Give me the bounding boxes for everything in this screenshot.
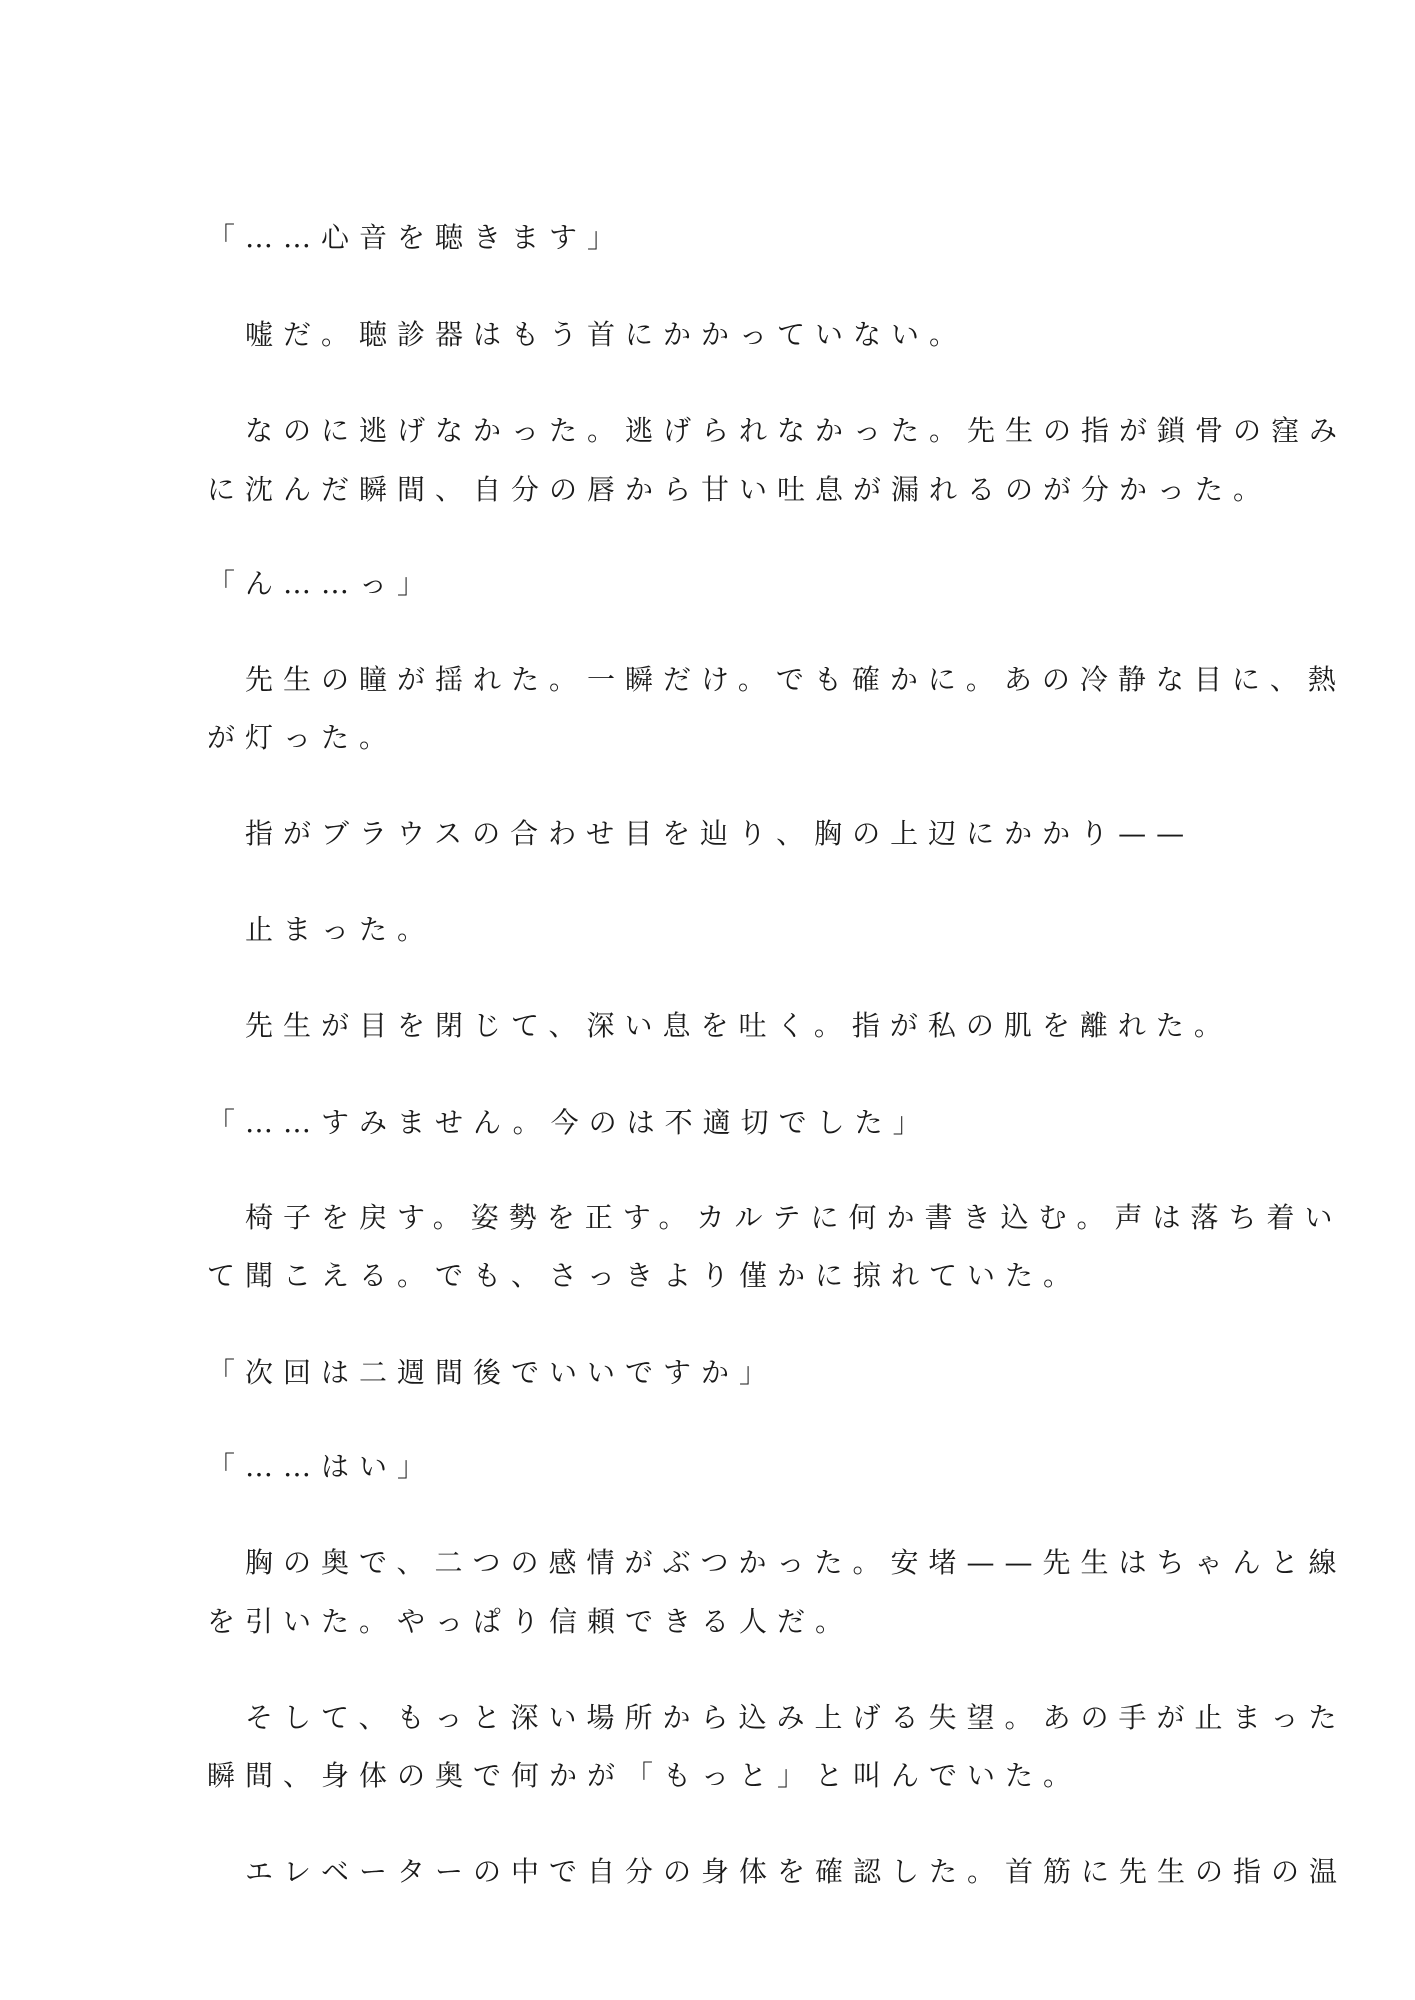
text-line: 「……はい」 [207, 1450, 436, 1483]
text-line: 先生が目を閉じて、深い息を吐く。指が私の肌を離れた。 [207, 1009, 1232, 1042]
text-line: 「次回は二週間後でいいですか」 [207, 1356, 778, 1389]
text-line: 指がブラウスの合わせ目を辿り、胸の上辺にかかり—— [207, 817, 1195, 850]
text-line: て聞こえる。でも、さっきより僅かに掠れていた。 [207, 1259, 1082, 1292]
text-line: なのに逃げなかった。逃げられなかった。先生の指が鎖骨の窪み [207, 414, 1348, 447]
text-line: そして、もっと深い場所から込み上げる失望。あの手が止まった [207, 1701, 1347, 1734]
text-line: 椅子を戻す。姿勢を正す。カルテに何か書き込む。声は落ち着い [207, 1201, 1343, 1234]
text-line: を引いた。やっぱり信頼できる人だ。 [207, 1605, 854, 1638]
text-line: 止まった。 [207, 913, 436, 946]
text-line: エレベーターの中で自分の身体を確認した。首筋に先生の指の温 [207, 1855, 1348, 1888]
text-line: 「ん……っ」 [207, 567, 436, 600]
text-line: 「……心音を聴きます」 [207, 221, 626, 254]
text-line: が灯った。 [207, 721, 398, 754]
text-line: 瞬間、身体の奥で何かが「もっと」と叫んでいた。 [207, 1759, 1082, 1792]
text-line: 嘘だ。聴診器はもう首にかかっていない。 [207, 318, 968, 351]
text-line: 「……すみません。今のは不適切でした」 [207, 1106, 931, 1139]
text-line: 先生の瞳が揺れた。一瞬だけ。でも確かに。あの冷静な目に、熱 [207, 663, 1346, 696]
text-line: 胸の奥で、二つの感情がぶつかった。安堵——先生はちゃんと線 [207, 1546, 1347, 1579]
text-line: に沈んだ瞬間、自分の唇から甘い吐息が漏れるのが分かった。 [207, 473, 1272, 506]
